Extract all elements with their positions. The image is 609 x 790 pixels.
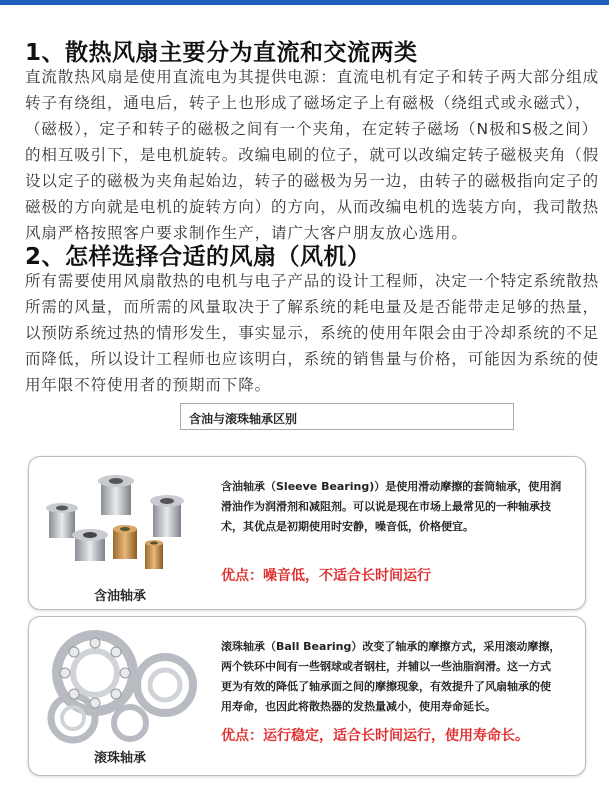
text-line: 更为有效的降低了轴承面之间的摩擦现象，有效提升了风扇轴承的使 [221,680,551,693]
top-bar [0,0,609,5]
text-line: 含油轴承（Sleeve Bearing)）是使用滑动摩擦的套筒轴承，使用润 [221,480,562,493]
section1-heading: 1、散热风扇主要分为直流和交流两类 [25,40,418,66]
section2-heading: 2、怎样选择合适的风扇（风机） [25,244,371,270]
text-line: 以预防系统过热的情形发生，事实显示，系统的使用年限会由于冷却系统的不足 [25,324,600,342]
ball-bearing-advantage: 优点：运行稳定，适合长时间运行，使用寿命长。 [221,728,529,744]
text-line: 术，其优点是初期使用时安静，噪音低，价格便宜。 [221,520,474,533]
text-line: 的相互吸引下，是电机旋转。改编电刷的位子，就可以改编定转子磁极夹角（假 [25,146,600,164]
text-line: 设以定子的磁极为夹角起始边，转子的磁极为另一边，由转子的磁极指向定子的 [25,172,600,190]
text-line: 转子有绕组，通电后，转子上也形成了磁场定子上有磁极（绕组式或永磁式）， [25,94,592,112]
comparison-label: 含油与滚珠轴承区别 [180,403,514,430]
text-line: 风扇严格按照客户要求制作生产，请广大客户朋友放心选用。 [25,224,468,242]
section2-paragraph [25,268,600,398]
text-line: 而降低，所以设计工程师也应该明白，系统的销售量与价格，可能因为系统的使 [25,350,600,368]
text-line: 磁极的方向就是电机的旋转方向）的方向，从而改编电机的选装方向，我司散热 [25,198,600,216]
ball-bearing-caption: 滚珠轴承 [93,751,146,766]
sleeve-bearing-description [221,477,573,537]
text-line: 所有需要使用风扇散热的电机与电子产品的设计工程师，决定一个特定系统散热 [25,272,600,290]
text-line: 滑油作为润滑剂和减阻剂。可以说是现在市场上最常见的一种轴承技 [221,500,551,513]
ball-bearing-description [221,637,573,717]
sleeve-bearing-card [28,456,586,610]
text-line: 用寿命，也因此将散热器的发热量减小，使用寿命延长。 [221,700,496,713]
sleeve-bearing-image [35,463,205,603]
sleeve-bearing-advantage: 优点：噪音低，不适合长时间运行 [221,568,431,584]
section1-paragraph [25,64,600,246]
text-line: 两个铁环中间有一些钢球或者钢柱，并辅以一些油脂润滑。这一方式 [221,660,551,673]
text-line: 所需的风量，而所需的风量取决于了解系统的耗电量及是否能带走足够的热量， [25,298,600,316]
text-line: 滚珠轴承（Ball Bearing）改变了轴承的摩擦方式，采用滚动摩擦， [221,640,561,653]
text-line: 用年限不符使用者的预期而下降。 [25,376,272,394]
text-line: 直流散热风扇是使用直流电为其提供电源：直流电机有定子和转子两大部分组成 [25,68,600,86]
ball-bearing-card [28,616,586,776]
sleeve-bearing-caption: 含油轴承 [93,589,146,604]
text-line: （磁极），定子和转子的磁极之间有一个夹角，在定转子磁场（N极和S极之间） [25,120,599,138]
